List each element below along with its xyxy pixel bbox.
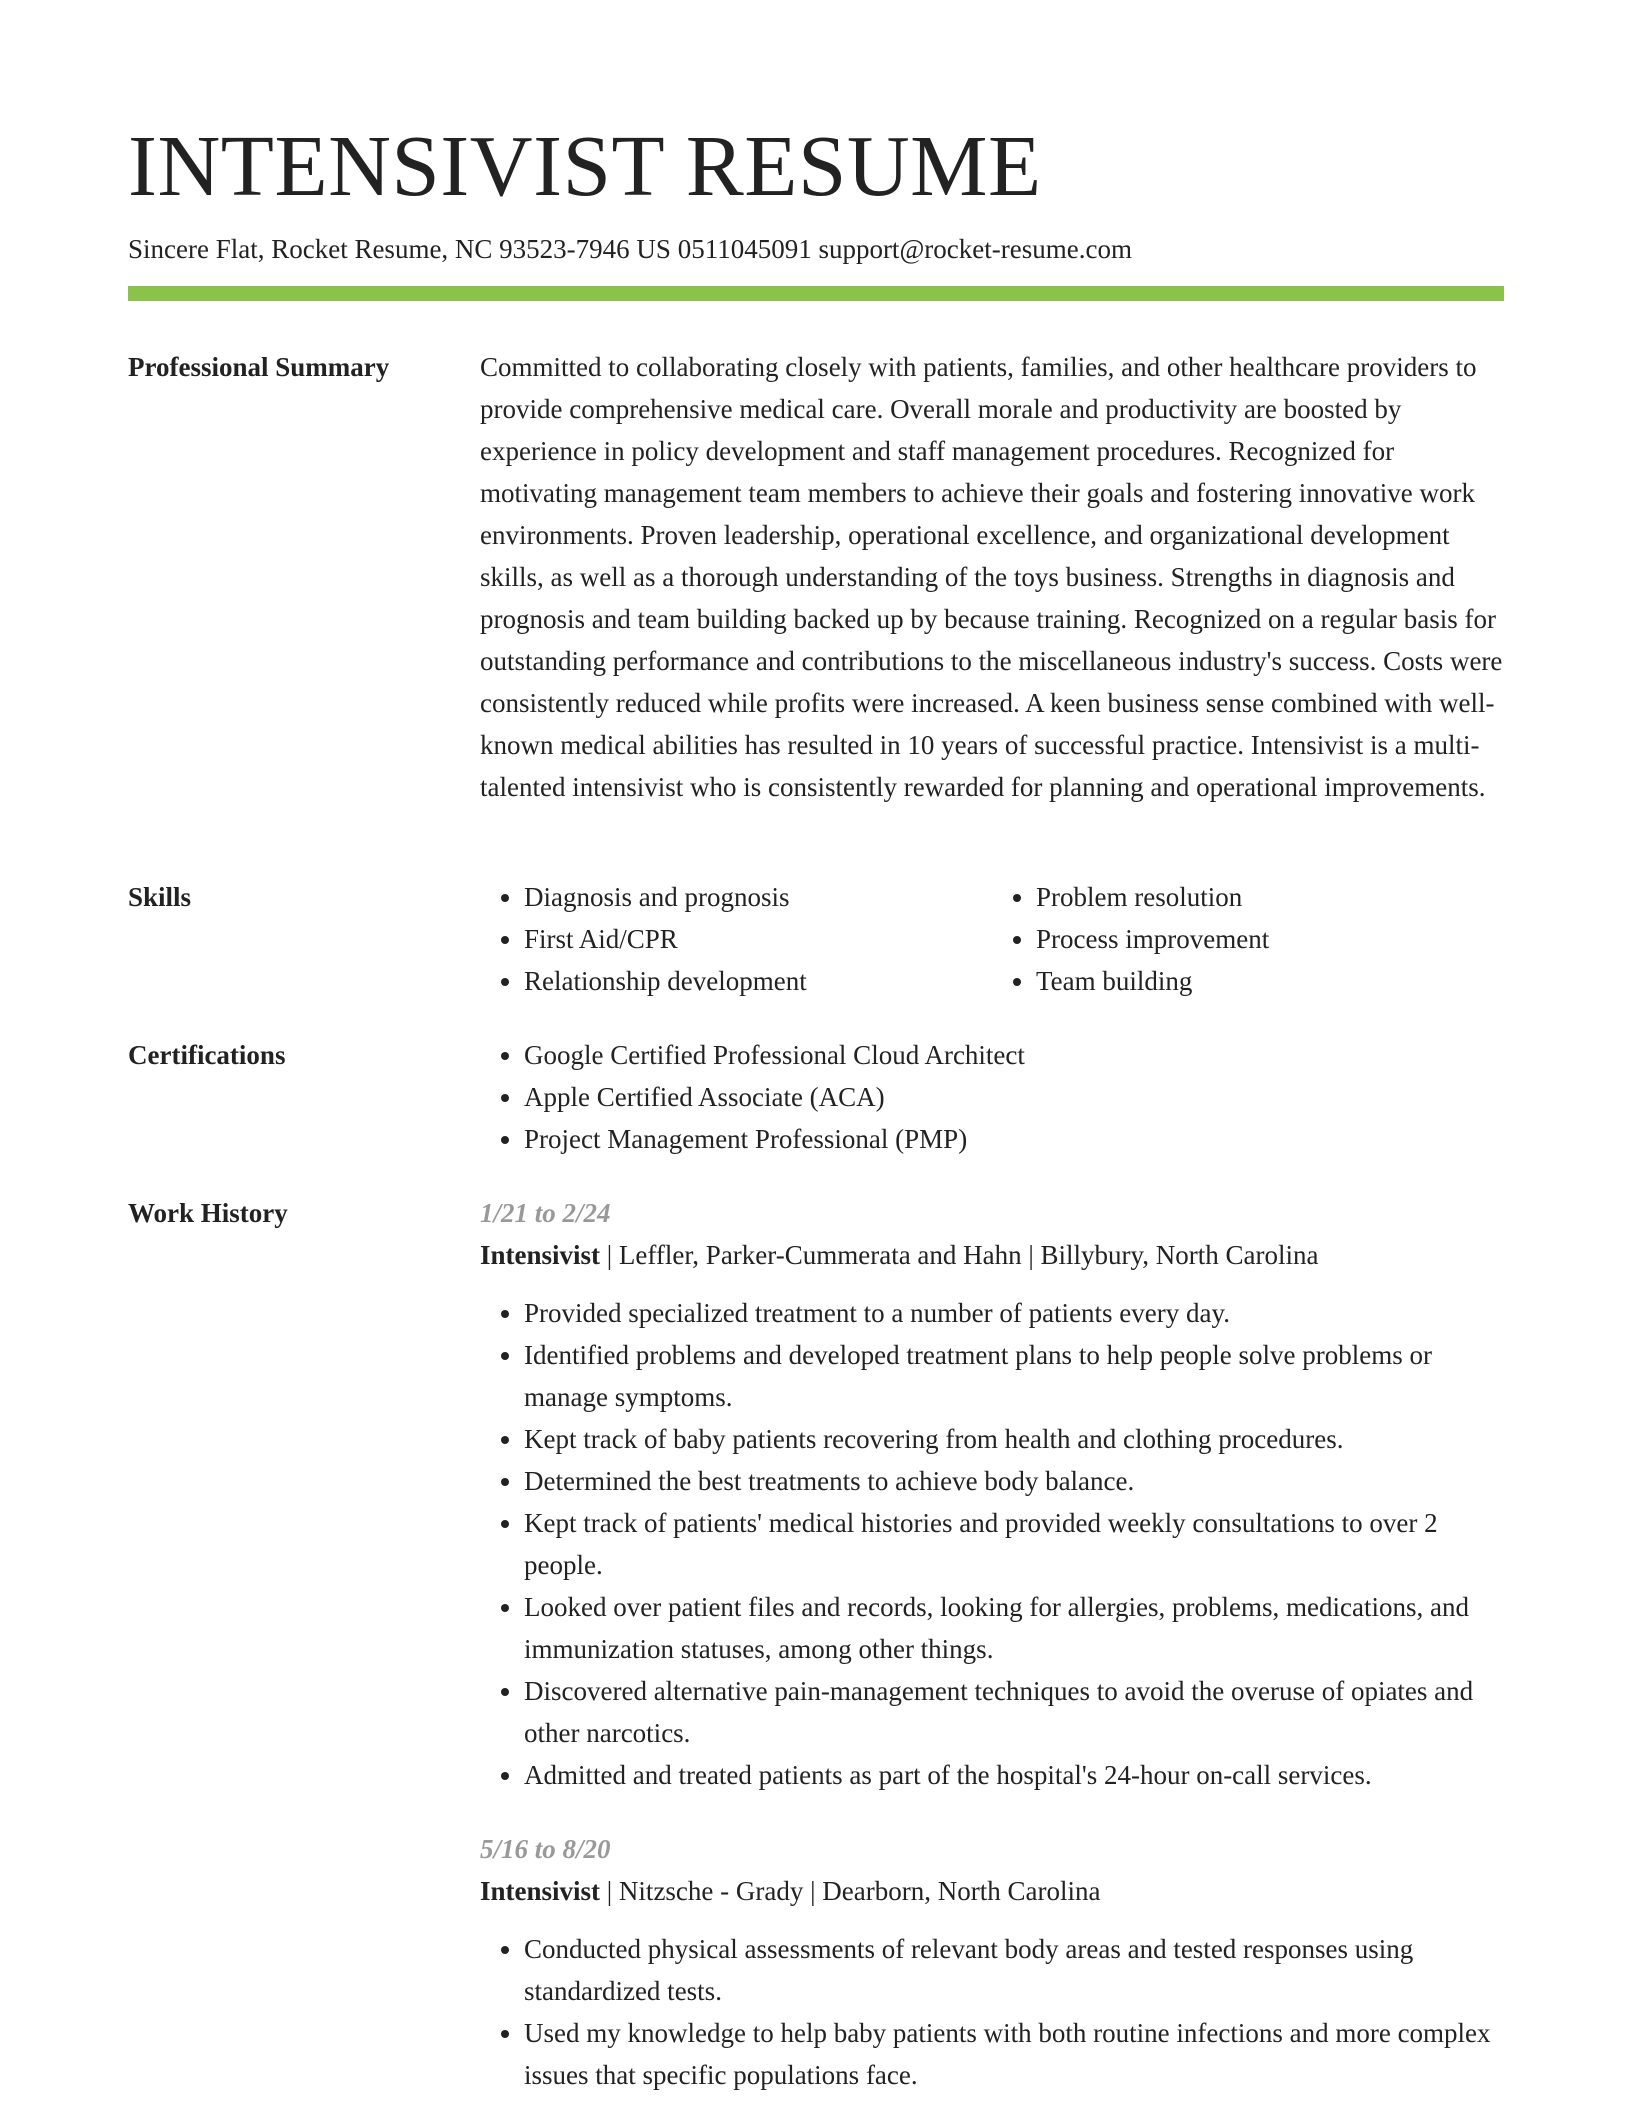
job-title: Intensivist	[480, 1876, 601, 1906]
certifications-list	[480, 1034, 1504, 1160]
job-date: 5/16 to 8/20	[480, 1834, 611, 1864]
job-bullet: • Kept track of patients' medical histories and provided weekly consultations to over 2 people.	[524, 1502, 1504, 1586]
contact-line: Sincere Flat, Rocket Resume, NC 93523-7946 US 0511045091 support@rocket-resume.com	[128, 233, 1132, 264]
summary-body	[480, 346, 1504, 808]
certification-item: • Google Certified Professional Cloud Architect	[524, 1034, 1504, 1076]
job-bullets	[480, 1928, 1504, 2096]
certification-item: • Project Management Professional (PMP)	[524, 1118, 1504, 1160]
resume-header	[128, 118, 1504, 267]
certifications-label: Certifications	[128, 1040, 286, 1070]
job-details: | Nitzsche - Grady | Dearborn, North Carolina	[600, 1876, 1101, 1906]
skill-item: • Problem resolution	[1036, 876, 1504, 918]
skill-item: • Relationship development	[524, 960, 992, 1002]
certification-item: • Apple Certified Associate (ACA)	[524, 1076, 1504, 1118]
job-bullet: • Used my knowledge to help baby patients with both routine infections and more complex issues that specific populations face.	[524, 2012, 1504, 2096]
skills-list-right	[992, 876, 1504, 1002]
job-details: | Leffler, Parker-Cummerata and Hahn | Billybury, North Carolina	[600, 1240, 1319, 1270]
job-bullet: • Provided specialized treatment to a number of patients every day.	[524, 1292, 1504, 1334]
skills-label: Skills	[128, 882, 192, 912]
job-bullet: • Admitted and treated patients as part of the hospital's 24-hour on-call services.	[524, 1754, 1504, 1796]
skills-body	[480, 876, 1504, 1002]
certifications-body	[480, 1034, 1504, 1160]
job-bullet: • Identified problems and developed treatment plans to help people solve problems or manage symptoms.	[524, 1334, 1504, 1418]
accent-divider	[128, 286, 1504, 301]
job-bullet: • Looked over patient files and records, looking for allergies, problems, medications, and immunization statuses, among other things.	[524, 1586, 1504, 1670]
job-bullet: • Determined the best treatments to achieve body balance.	[524, 1460, 1504, 1502]
work-history-body	[480, 1192, 1504, 2128]
skills-list-left	[480, 876, 992, 1002]
summary-text: Committed to collaborating closely with patients, families, and other healthcare providers to provide comprehensive medical care. Overall morale and productivity are boosted by experience in policy development and staff management procedures. Recognized for motivating management team members to achieve their goals and fostering innovative work environments. Proven leadership, operational excellence, and organizational development skills, as well as a thorough understanding of the toys business. Strengths in diagnosis and prognosis and team building backed up by because training. Recognized on a regular basis for outstanding performance and contributions to the miscellaneous industry's success. Costs were consistently reduced while profits were increased. A keen business sense combined with well-known medical abilities has resulted in 10 years of successful practice. Intensivist is a multi-talented intensivist who is consistently rewarded for planning and operational improvements.	[480, 352, 1503, 802]
work-history-label: Work History	[128, 1198, 288, 1228]
skill-item: • Process improvement	[1036, 918, 1504, 960]
summary-label: Professional Summary	[128, 352, 390, 382]
resume-title: INTENSIVIST RESUME	[128, 117, 1042, 214]
skill-item: • First Aid/CPR	[524, 918, 992, 960]
job-entry	[480, 1192, 1504, 1796]
job-bullet: • Discovered alternative pain-management techniques to avoid the overuse of opiates and other narcotics.	[524, 1670, 1504, 1754]
job-title: Intensivist	[480, 1240, 601, 1270]
job-entry	[480, 1828, 1504, 2096]
skill-item: • Diagnosis and prognosis	[524, 876, 992, 918]
job-bullet: • Conducted physical assessments of relevant body areas and tested responses using standardized tests.	[524, 1928, 1504, 2012]
job-date: 1/21 to 2/24	[480, 1198, 611, 1228]
job-bullets	[480, 1292, 1504, 1796]
job-bullet: • Kept track of baby patients recovering from health and clothing procedures.	[524, 1418, 1504, 1460]
skill-item: • Team building	[1036, 960, 1504, 1002]
job-heading	[480, 1234, 1504, 1276]
job-heading	[480, 1870, 1504, 1912]
